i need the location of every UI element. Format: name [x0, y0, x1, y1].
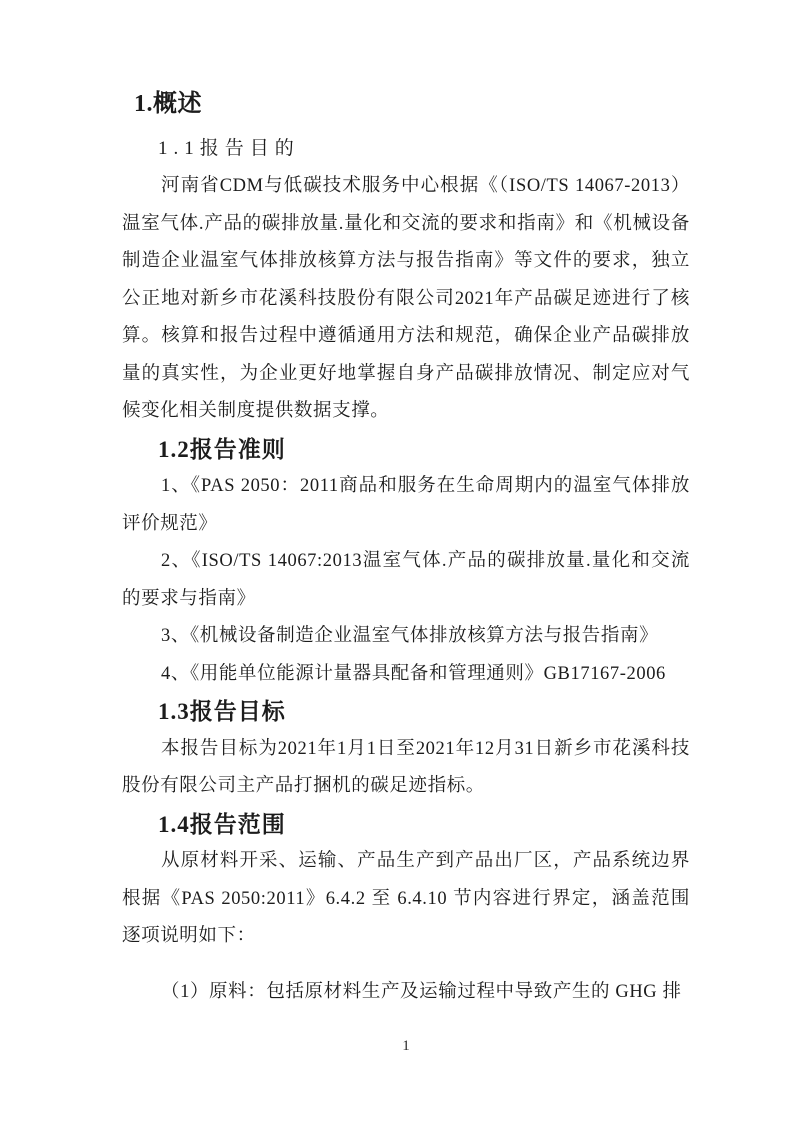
section-1-2-heading: 1.2报告准则	[158, 436, 286, 462]
section-1-4-heading: 1.4报告范围	[158, 811, 286, 837]
paragraph-report-target: 本报告目标为2021年1月1日至2021年12月31日新乡市花溪科技股份有限公司主产品打捆机的碳足迹指标。	[122, 738, 690, 796]
criteria-item-3: 3、《机械设备制造企业温室气体排放核算方法与报告指南》	[161, 626, 659, 646]
criteria-item-1: 1、《PAS 2050：2011商品和服务在生命周期内的温室气体排放评价规范》	[122, 476, 690, 534]
scope-item-raw-material: （1）原料：包括原材料生产及运输过程中导致产生的 GHG 排	[161, 981, 682, 1002]
criteria-item-2: 2、《ISO/TS 14067:2013温室气体.产品的碳排放量.量化和交流的要求与指南》	[122, 551, 690, 609]
section-1-1-heading: 1.1报告目的	[158, 138, 300, 159]
criteria-item-4: 4、《用能单位能源计量器具配备和管理通则》GB17167-2006	[161, 663, 666, 684]
paragraph-report-purpose: 河南省CDM与低碳技术服务中心根据《（ISO/TS 14067-2013）温室气体.产品的碳排放量.量化和交流的要求和指南》和《机械设备制造企业温室气体排放核算方法与报告指南》等文件的要求，独立公正地对新乡市花溪科技股份有限公司2021年产品碳足迹进行了核算。核算和报告过程中遵循通用方法和规范，确保企业产品碳排放量的真实性，为企业更好地掌握自身产品碳排放情况、制定应对气候变化相关制度提供数据支撑。	[122, 176, 690, 421]
document-content	[122, 84, 690, 1011]
page-number: 1	[402, 1038, 410, 1054]
section-1-heading: 1.概述	[134, 91, 202, 117]
section-1-3-heading: 1.3报告目标	[158, 699, 286, 724]
paragraph-report-scope: 从原材料开采、运输、产品生产到产品出厂区，产品系统边界根据《PAS 2050:2011》6.4.2 至 6.4.10 节内容进行界定，涵盖范围逐项说明如下：	[122, 851, 690, 946]
